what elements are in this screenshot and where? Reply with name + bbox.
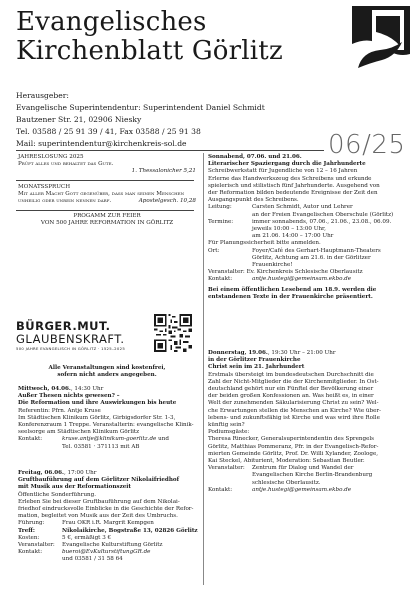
publisher-info [16, 90, 316, 150]
header-divider [16, 150, 324, 151]
detail-row [18, 549, 202, 556]
detail-key: Leitung: [208, 204, 232, 211]
detail-value: jeweils 10:00 – 13:00 Uhr, [252, 226, 326, 233]
detail-key [208, 226, 252, 233]
contact-label: Kontakt: [208, 276, 233, 283]
detail-row [208, 255, 408, 262]
event-date: Mittwoch, 04.06. [18, 386, 71, 392]
event-date-row [18, 386, 202, 393]
event-body-line: Podiumsgäste: [208, 429, 250, 436]
contact-und: und [158, 436, 169, 443]
detail-key [208, 480, 252, 487]
jahreslosung-text: Prüft alles und behaltet das Gute. [18, 161, 114, 168]
event-body-line: friedhof eindrucksvolle Einblicke in die Geschichte der Refor- [18, 506, 194, 513]
detail-value: Foyer/Café des Gerhart-Hauptmann-Theaters [252, 247, 381, 254]
issue-number: 06/25 [328, 130, 406, 160]
detail-row [18, 535, 202, 542]
event-body-line: Welt der zunehmenden Säkularisierung Christ zu sein? Wel- [208, 400, 379, 407]
detail-key: Veranstalter: [208, 465, 245, 472]
event-body-line: seelsorge am Städtischen Klinikum Görlitz [18, 429, 140, 436]
detail-key: Ort: [208, 247, 220, 254]
event-donnerstag [208, 350, 408, 494]
detail-key: Termine: [208, 218, 234, 225]
detail-key [208, 255, 252, 262]
event-body-line: Zahl der Nicht-Mitglieder die der Kirchenmitglieder. In Ost- [208, 378, 379, 385]
qr-code-icon[interactable] [154, 314, 192, 352]
event-body-line: künftig sein? [208, 422, 245, 429]
masthead-title-line1: Evangelisches [16, 7, 207, 37]
detail-key: Führung: [18, 520, 45, 527]
event-date: Donnerstag, 19.06. [208, 350, 268, 356]
contact-email-link[interactable]: antje.hustegi@gemeinsam.ekbo.de [252, 486, 352, 493]
event-time: , 14:30 Uhr [70, 386, 104, 392]
masthead-title [16, 8, 283, 66]
detail-row [208, 262, 408, 269]
detail-key [208, 472, 252, 479]
event-body-line: Im Städtischen Klinikum Görlitz, Girbigsdorfer Str. 1-3, [18, 414, 176, 421]
detail-row [208, 248, 408, 255]
event-body-line: der Reformation bilden bedeutende Ereignisse der Zeit den [208, 190, 378, 197]
event-title: Literarischer Spaziergang durch die Jahrhunderte [208, 161, 366, 168]
publisher-line: Evangelische Superintendentur: Superintendent Daniel Schmidt [16, 103, 265, 112]
detail-row [208, 233, 408, 240]
event-body-line: Konferenzraum 1 Treppe. Veranstalterin: evangelische Klinik- [18, 422, 194, 429]
monatsspruch-line: Mit aller Macht Gott gegenüber, dass man seinen Menschen [18, 190, 185, 197]
event-body-line: Theresa Rinecker, Generalsuperintendentin des Sprengels [208, 436, 375, 443]
detail-row [208, 465, 408, 472]
detail-key [208, 212, 252, 219]
contact-row [208, 487, 408, 494]
publisher-line: Tel. 03588 / 25 91 39 / 41, Fax 03588 / 25 91 38 [16, 127, 201, 136]
contact-row [208, 276, 408, 283]
highlight-line: entstandenen Texte in der Frauenkirche präsentiert. [208, 293, 373, 300]
event-title: Gruftbauführung auf dem Görlitzer Nikolaifriedhof [18, 477, 180, 484]
left-column-top [18, 154, 196, 228]
registration-note: Für Planungssicherheit bitte anmelden. [208, 240, 321, 247]
free-notice-line: Alle Veranstaltungen sind kostenfrei, [48, 365, 166, 371]
program-heading: VON 500 JAHRE REFORMATION IN GÖRLITZ [40, 220, 174, 227]
monatsspruch-heading: MONATSSPRUCH [18, 183, 71, 190]
publisher-line: Mail: superintendentur@kirchenkreis-sol.de [16, 139, 187, 148]
detail-key: Treff: [18, 527, 35, 534]
masthead-title-line2: Kirchenblatt Görlitz [16, 36, 283, 66]
detail-row [208, 226, 408, 233]
contact-email-link[interactable]: bueroi@EvKulturstiftungGR.de [62, 549, 151, 556]
contact-email-link[interactable]: kruse.antje@klinikum-goerlitz.de [62, 436, 157, 443]
detail-row [18, 528, 202, 535]
event-body-line: deutschland gehört nur ein Fünftel der Bevölkerung einer [208, 386, 374, 393]
brand-line3: 500 JAHRE EVANGELISCH IN GÖRLITZ · 1525–2025 [16, 346, 126, 351]
event-body-line: Erlerne das Handwerkszeug des Schreibens und erkunde [208, 175, 372, 182]
event-time: , 17:00 Uhr [63, 470, 97, 476]
event-body-line: che Erwartungen stellen die Menschen an Kirche? Wie über- [208, 407, 381, 414]
event-body-line: Erstmals übersteigt im bundesdeutschen Durchschnitt die [208, 371, 374, 378]
detail-value: schlesische Oberlausitz. [252, 479, 321, 486]
detail-row [18, 520, 202, 527]
jahreslosung-heading: JAHRESLOSUNG 2025 [18, 154, 84, 160]
contact-phone: Tel. 03581 · 371113 mit AB [62, 443, 140, 450]
event-mittwoch [18, 386, 202, 451]
detail-value: Evangelische Kulturstiftung Görlitz [62, 542, 163, 549]
contact-phone: und 03581 / 31 58 64 [62, 556, 123, 563]
detail-key [208, 262, 252, 269]
event-title: mit Musik aus der Reformationszeit [18, 484, 132, 491]
event-body-line: spielerisch und stilistisch fünf Jahrhunderte. Ausgehend von [208, 182, 380, 189]
detail-value: Evangelischen Kirche Berlin-Brandenburg [252, 472, 373, 479]
detail-value: an der Freien Evangelischen Oberschule (Görlitz) [252, 211, 394, 218]
event-body-line: Erleben Sie bei dieser Gruftbauführung auf dem Nikolai- [18, 498, 180, 505]
publisher-line: Bautzener Str. 21, 02906 Niesky [16, 115, 142, 124]
detail-row [208, 472, 408, 479]
monatsspruch-ref: Apostelgesch. 10,28 [138, 198, 196, 205]
organizer-line: Veranstalter: Ev. Kirchenkreis Schlesische Oberlausitz [208, 269, 363, 276]
detail-row [208, 480, 408, 487]
event-date: Sonnabend, 07.06. und 21.06. [208, 154, 302, 160]
brand-line2: GLAUBENSKRAFT. [16, 332, 125, 346]
column-divider [203, 153, 204, 585]
event-title: Außer Thesen nichts gewesen? – [18, 393, 120, 400]
detail-value: Carsten Schmidt, Autor und Lehrer [252, 204, 353, 211]
event-title: Christ sein im 21. Jahrhundert [208, 364, 305, 371]
monatsspruch-line: unheilig oder unrein nennen darf. [18, 198, 112, 205]
detail-value: immer sonnabends, 07.06., 21.06., 23.08., 06.09. [252, 218, 392, 225]
brand-line1: BÜRGER.MUT. [16, 319, 111, 333]
detail-value: 5 €, ermäßigt 3 € [62, 534, 112, 541]
event-body-line: Kai Steckel, Abiturient, Moderation: Sebastian Beutler. [208, 458, 365, 465]
event-time: , 19:30 Uhr – 21:00 Uhr [267, 350, 336, 356]
event-date: Freitag, 06.06. [18, 470, 64, 476]
event-body-line: Referentin: Pfrn. Antje Kruse [18, 407, 101, 414]
detail-value: am 21.06. 14:00 – 17:00 Uhr [252, 233, 334, 240]
contact-email-link[interactable]: antje.hustegi@gemeinsam.ekbo.de [252, 276, 352, 283]
detail-key: Veranstalter: [18, 542, 55, 549]
detail-row [208, 204, 408, 211]
contact-label: Kontakt: [18, 436, 43, 443]
church-logo-icon [352, 6, 410, 68]
jahreslosung-ref: 1. Thessalonicher 5,21 [131, 168, 196, 175]
publisher-line: Herausgeber: [16, 91, 69, 100]
contact-label: Kontakt: [208, 486, 233, 493]
detail-row [208, 219, 408, 226]
event-body-line: Schreibwerkstatt für Jugendliche von 12 – 16 Jahren [208, 168, 358, 175]
detail-value: Görlitz, Achtung am 21.6. in der Görlitzer [252, 254, 371, 261]
free-notice-line: sofern nicht anders angegeben. [57, 372, 157, 379]
detail-value: Nikolaikirche, Bogstraße 13, 02826 Görlitz [62, 527, 198, 534]
contact-row [18, 436, 202, 443]
event-sonnabend [208, 154, 408, 301]
event-title: in der Görlitzer Frauenkirche [208, 357, 301, 364]
event-body-line: lebens- und zukunftsfähig ist Kirche und was wird ihre Rolle [208, 414, 380, 421]
free-notice [18, 365, 196, 379]
program-heading: PROGAMM ZUR FEIER [73, 213, 141, 220]
monatsspruch-line-row [18, 198, 196, 205]
detail-key: Kosten: [18, 534, 40, 541]
highlight-line: Bei einem öffentlichen Lesebend am 18.9. werden die [208, 286, 377, 293]
reformation-brand [16, 320, 132, 352]
event-body-line: Görlitz, Matthias Pommeranz, Pfr. in der Evangelisch-Refor- [208, 443, 379, 450]
event-freitag [18, 470, 202, 564]
event-body-line: mierten Gemeinde Görlitz, Prof. Dr. Willi Xylander, Zoologe, [208, 450, 379, 457]
detail-key [208, 233, 252, 240]
event-body-line: der beiden großen Konfessionen an. Was heißt es, in einer [208, 393, 374, 400]
detail-value: Zentrum für Dialog und Wandel der [252, 465, 354, 472]
event-body-line: mation, begleitet von Musik aus der Zeit des Umbruchs. [18, 513, 178, 520]
detail-row [208, 212, 408, 219]
detail-key: Kontakt: [18, 549, 43, 556]
event-body-line: Ausgangspunkt des Schreibens. [208, 197, 299, 204]
event-body-line: Öffentliche Sonderführung. [18, 491, 97, 498]
detail-value: Frau OKR i.R. Margrit Kempgen [62, 520, 154, 527]
event-title: Die Reformation und ihre Auswirkungen bis heute [18, 400, 177, 407]
detail-value: Frauenkirche! [252, 262, 293, 269]
